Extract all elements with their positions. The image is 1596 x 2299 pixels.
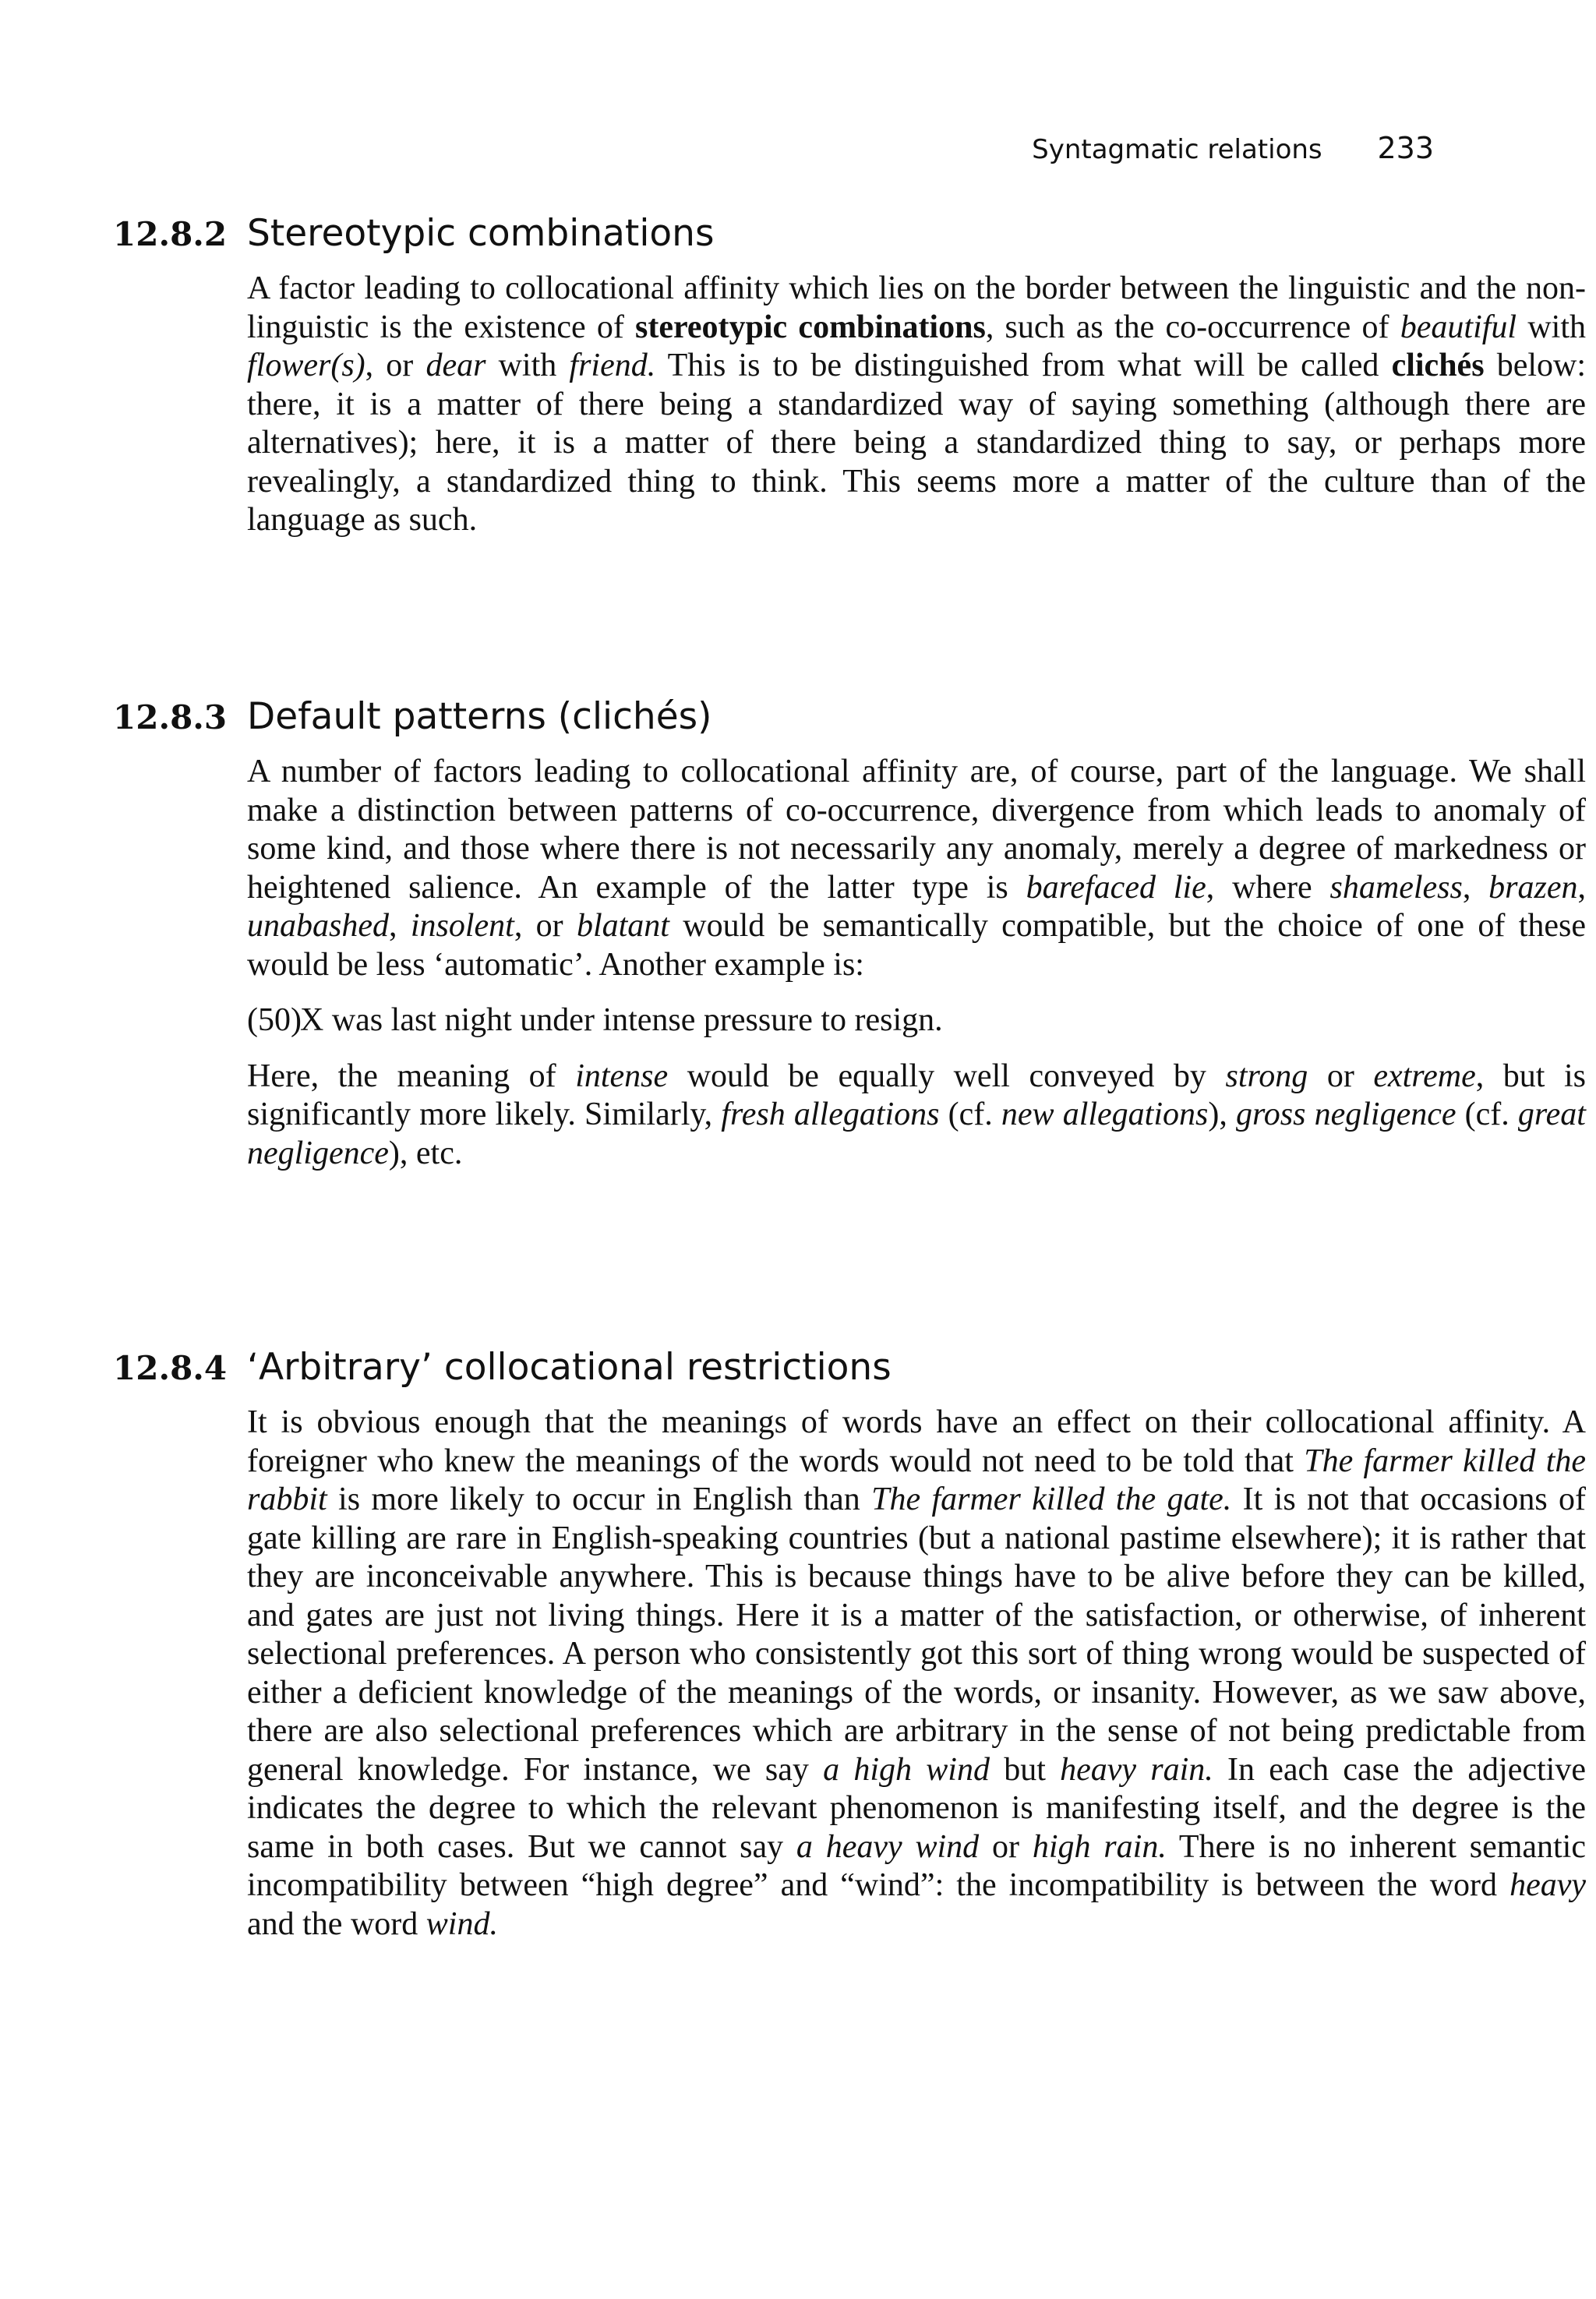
running-head — [1032, 131, 1434, 165]
section-title: ‘Arbitrary’ collocational restrictions — [247, 1346, 892, 1389]
section-arbitrary-restrictions — [113, 1346, 1587, 1944]
section-heading — [113, 695, 1477, 739]
paragraph: It is obvious enough that the meanings of words have an effect on their collocational affinity. A foreigner who knew the meanings of the words would not need to be told that The farmer killed the rabbit is more likely to occur in English than The farmer killed the gate. It is not that occasions of gate killing are rare in English-speaking countries (but a national pastime elsewhere); it is rather that they are inconceivable anywhere. This is because things have to be alive before they can be killed, and gates are just not living things. Here it is a matter of the satisfaction, or otherwise, of inherent selectional preferences. A person who consistently got this sort of thing wrong would be suspected of either a deficient knowledge of the meanings of the words, or insanity. However, as we saw above, there are also selectional preferences which are arbitrary in the sense of not being predictable from general knowledge. For instance, we say a high wind but heavy rain. In each case the adjective indicates the degree to which the relevant phenomenon is manifesting itself, and the degree is the same in both cases. But we cannot say a heavy wind or high rain. There is no inherent semantic incompatibility between “high degree” and “wind”: the incompatibility is between the word heavy and the word wind. — [247, 1404, 1587, 1942]
section-body — [247, 1404, 1586, 1944]
example-number: (50) — [247, 1002, 302, 1039]
paragraph: A number of factors leading to collocational affinity are, of course, part of the language. We shall make a distinction between patterns of co-occurrence, divergence from which leads to anomaly of some kind, and those where there is not necessarily any anomaly, merely a degree of markedness or heightened salience. An example of the latter type is barefaced lie, where shameless, brazen, unabashed, insolent, or blatant would be semantically compatible, but the choice of one of these would be less ‘automatic’. Another example is: — [247, 754, 1587, 983]
term-cliches: clichés — [1391, 348, 1485, 384]
paragraph: Here, the meaning of intense would be equally well conveyed by strong or extreme, but is significantly more likely. Similarly, fresh allegations (cf. new allegations), gross negligence (cf. great negligence), etc. — [247, 1058, 1586, 1171]
running-head-title: Syntagmatic relations — [1032, 134, 1322, 165]
section-number: 12.8.4 — [113, 1349, 228, 1387]
paragraph: A factor leading to collocational affinity which lies on the border between the linguistic and the non-linguistic is the existence of stereotypic combinations, such as the co-occurrence of beautiful with flower(s), or dear with friend. This is to be distinguished from what will be called clichés below: there, it is a matter of there being a standardized way of saying something (although there are alternatives); here, it is a matter of there being a standardized thing to say, or perhaps more revealingly, a standardized thing to think. This seems more a matter of the culture than of the language as such. — [247, 270, 1587, 539]
page-number: 233 — [1377, 131, 1434, 165]
section-heading — [113, 1346, 1477, 1390]
example-text: X was last night under intense pressure to resign. — [300, 1002, 943, 1039]
section-number: 12.8.2 — [113, 215, 228, 253]
section-heading — [113, 212, 1477, 256]
section-title: Stereotypic combinations — [247, 212, 715, 255]
section-default-patterns — [113, 695, 1587, 1173]
term-stereotypic-combinations: stereotypic combinations — [635, 309, 986, 345]
example-50 — [247, 1001, 1586, 1040]
section-stereotypic-combinations — [113, 212, 1587, 540]
section-body — [247, 753, 1586, 1173]
section-body — [247, 270, 1586, 540]
section-number: 12.8.3 — [113, 698, 228, 736]
section-title: Default patterns (clichés) — [247, 695, 712, 738]
